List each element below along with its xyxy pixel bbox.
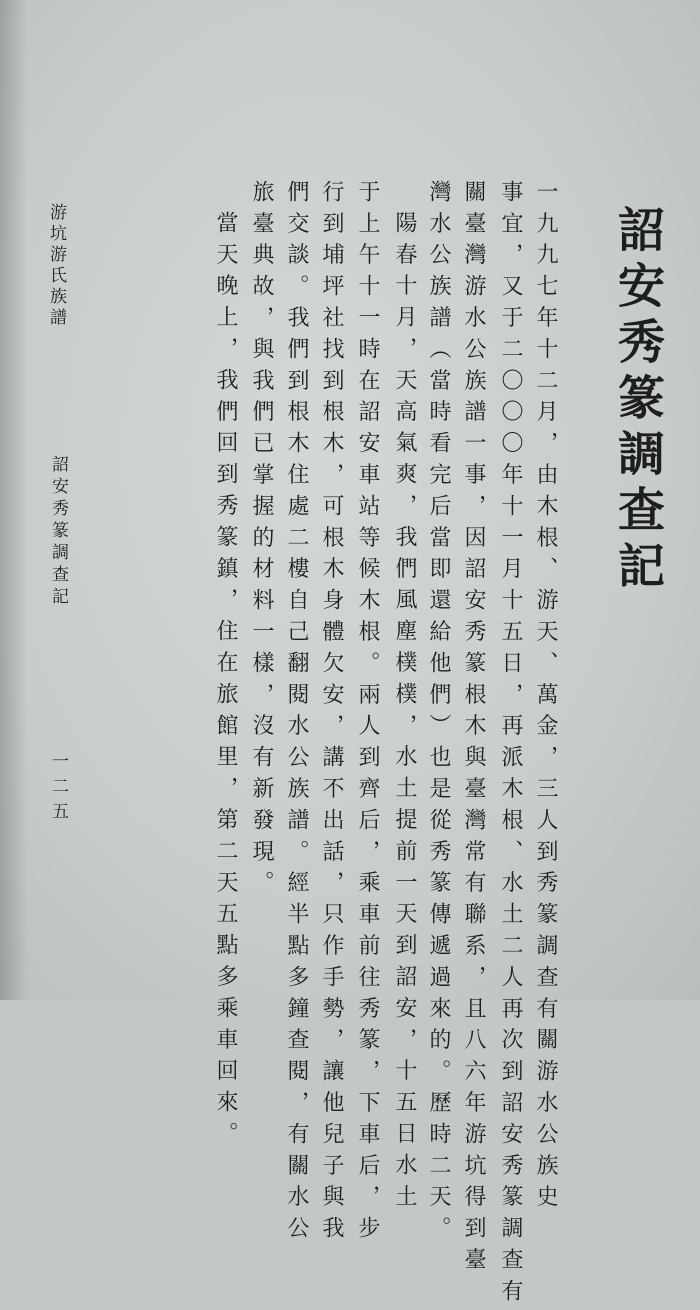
body-column-9: 旅臺典故，與我們已掌握的材料一樣，沒有新發現。 xyxy=(249,180,274,903)
body-column-7: 行到埔坪社找到根木，可根木身體欠安，講不出話，只作手勢，讓他兒子與我 xyxy=(319,180,344,1248)
body-column-2: 事宜，又于二〇〇〇年十一月十五日，再派木根、水土二人再次到詔安秀篆調查有 xyxy=(498,180,523,1310)
page-number: 一二五 xyxy=(48,752,68,827)
body-column-3: 關臺灣游水公族譜一事，因詔安秀篆根木與臺灣常有聯系，且八六年游坑得到臺 xyxy=(461,180,486,1279)
body-column-6: 于上午十一時在詔安車站等候木根。兩人到齊后，乘車前往秀篆，下車后，步 xyxy=(355,180,380,1248)
body-column-8: 們交談。我們到根木住處二樓自己翻閱水公族譜。經半點多鐘查閱，有關水公 xyxy=(284,180,309,1248)
article-title: 詔安秀篆調查記 xyxy=(610,205,665,597)
body-column-1: 一九九七年十二月，由木根、游天、萬金，三人到秀篆調查有關游水公族史 xyxy=(533,180,558,1217)
book-title-header: 游坑游氏族譜 xyxy=(46,203,66,329)
body-column-4: 灣水公族譜（當時看完后當即還給他們）也是從秀篆傳遞過來的。歷時二天。 xyxy=(426,180,451,1248)
body-column-10: 當天晚上，我們回到秀篆鎮，住在旅館里，第二天五點多乘車回來。 xyxy=(213,211,238,1153)
spine-shadow xyxy=(0,0,28,1000)
body-column-5: 陽春十月，天高氣爽，我們風塵樸樸，水土提前一天到詔安，十五日水土 xyxy=(392,211,417,1216)
section-title-footer: 詔安秀篆調查記 xyxy=(48,455,68,609)
